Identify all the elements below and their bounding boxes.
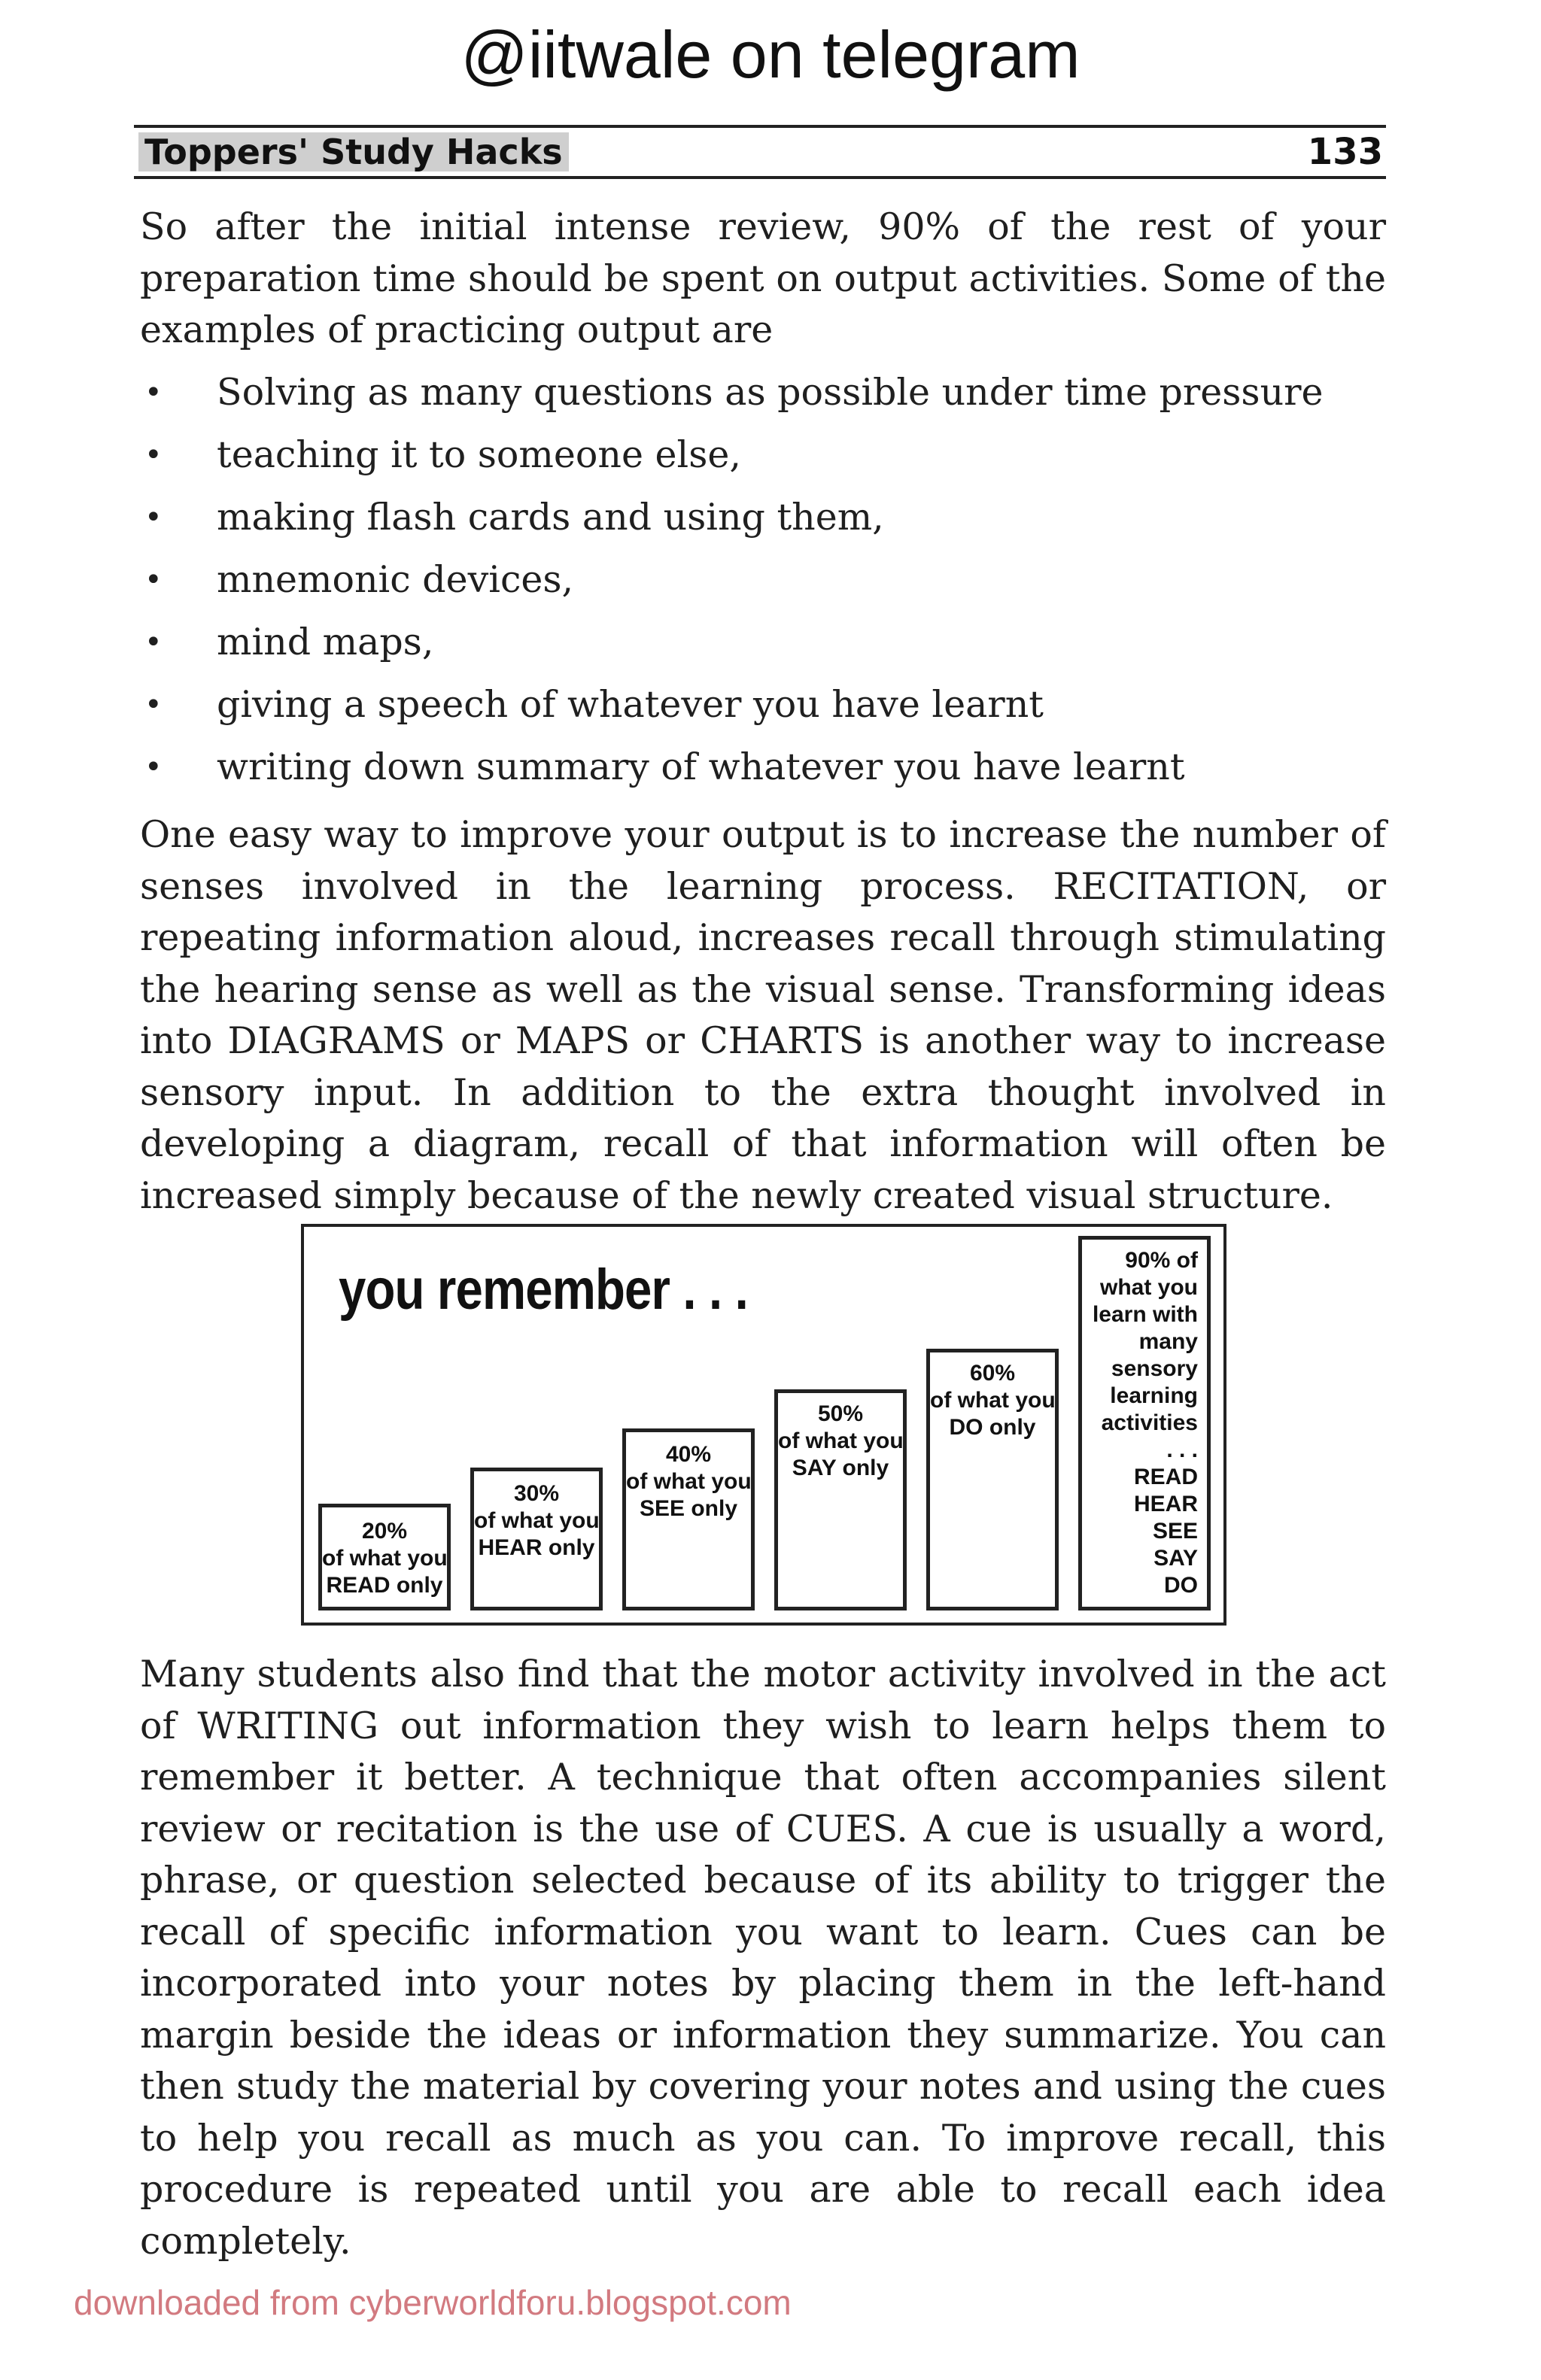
list-item-text: writing down summary of whatever you have learnt [217, 745, 1185, 788]
running-header [134, 125, 1386, 179]
step-box-many-senses [1078, 1236, 1211, 1610]
bullet-icon: • [144, 688, 163, 722]
output-activities-list [140, 367, 1386, 804]
telegram-watermark: @iitwale on telegram [460, 17, 1081, 92]
list-item [140, 554, 1386, 617]
sense-label: READ [1133, 1465, 1198, 1489]
step-line: sensory [1111, 1356, 1198, 1381]
list-item-text: teaching it to someone else, [217, 433, 741, 476]
list-item [140, 617, 1386, 679]
step-line: activities [1101, 1410, 1198, 1435]
step-line: learn with [1092, 1302, 1198, 1327]
step-line: of what you [322, 1546, 448, 1571]
list-item-text: Solving as many questions as possible under time pressure [217, 371, 1324, 414]
step-line: many [1138, 1329, 1198, 1354]
step-line: learning [1110, 1383, 1198, 1408]
page-number: 133 [1307, 131, 1383, 173]
step-box-say [774, 1389, 907, 1610]
step-line: DO only [949, 1415, 1036, 1440]
step-box-hear [470, 1468, 603, 1610]
paragraph-cues: Many students also find that the motor activity involved in the act of WRITING out information they wish to learn helps them to remember it better. A technique that often accompanies silent review or recitation is the use of CUES. A cue is usually a word, phrase, or question selected because of its ability to trigger the recall of specific information you want to learn. Cues can be incorporated into your notes by placing them in the left-hand margin beside the ideas or information they summarize. You can then study the material by covering your notes and using the cues to help you recall as much as you can. To improve recall, this procedure is repeated until you are able to recall each idea completely. [140, 1653, 1386, 2263]
step-percent: 60% [969, 1361, 1016, 1386]
bullet-icon: • [144, 438, 163, 472]
step-line: what you [1099, 1275, 1198, 1300]
sense-label: SEE [1152, 1519, 1198, 1544]
step-line: of what you [778, 1428, 904, 1453]
step-percent: 20% [361, 1519, 408, 1544]
bullet-icon: • [144, 500, 163, 535]
list-item-text: making flash cards and using them, [217, 496, 884, 539]
step-percent: 40% [665, 1442, 712, 1467]
sense-label: DO [1164, 1573, 1198, 1598]
step-line: READ only [326, 1573, 443, 1598]
step-ellipsis: . . . [1166, 1437, 1198, 1462]
paragraph-intro: So after the initial intense review, 90% of the rest of your preparation time should be spent on output activities. Some of the examples of practicing output are [140, 205, 1386, 351]
step-percent: 30% [513, 1481, 560, 1506]
step-box-read [318, 1504, 451, 1610]
list-item-text: giving a speech of whatever you have learnt [217, 683, 1044, 726]
step-line: SEE only [639, 1496, 738, 1521]
list-item-text: mnemonic devices, [217, 558, 574, 601]
recall-staircase-figure [301, 1224, 1226, 1626]
sense-label: HEAR [1133, 1492, 1198, 1516]
step-box-see [622, 1428, 755, 1610]
list-item [140, 367, 1386, 430]
step-line: SAY only [792, 1456, 889, 1480]
bullet-icon: • [144, 375, 163, 410]
list-item-text: mind maps, [217, 621, 434, 663]
list-item [140, 430, 1386, 492]
bullet-icon: • [144, 750, 163, 785]
figure-title: you remember . . . [339, 1258, 748, 1322]
book-title: Toppers' Study Hacks [138, 132, 569, 172]
list-item [140, 492, 1386, 554]
step-line: of what you [474, 1508, 600, 1533]
blog-watermark: downloaded from cyberworldforu.blogspot.com [74, 2283, 792, 2322]
paragraph-senses: One easy way to improve your output is to increase the number of senses involved in the learning process. RECITATION, or repeating information aloud, increases recall through stimulating the hearing sense as well as the visual sense. Transforming ideas into DIAGRAMS or MAPS or CHARTS is another way to increase sensory input. In addition to the extra thought involved in developing a diagram, recall of that information will often be increased simply because of the newly created visual structure. [140, 813, 1386, 1217]
list-item [140, 742, 1386, 804]
step-box-do [926, 1349, 1059, 1610]
step-line: of what you [626, 1469, 752, 1494]
sense-label: SAY [1153, 1546, 1198, 1571]
step-percent: 50% [817, 1401, 864, 1426]
bullet-icon: • [144, 625, 163, 660]
step-line: of what you [930, 1388, 1056, 1413]
step-line: 90% of [1125, 1248, 1198, 1273]
bullet-icon: • [144, 563, 163, 597]
list-item [140, 679, 1386, 742]
step-line: HEAR only [478, 1535, 595, 1560]
